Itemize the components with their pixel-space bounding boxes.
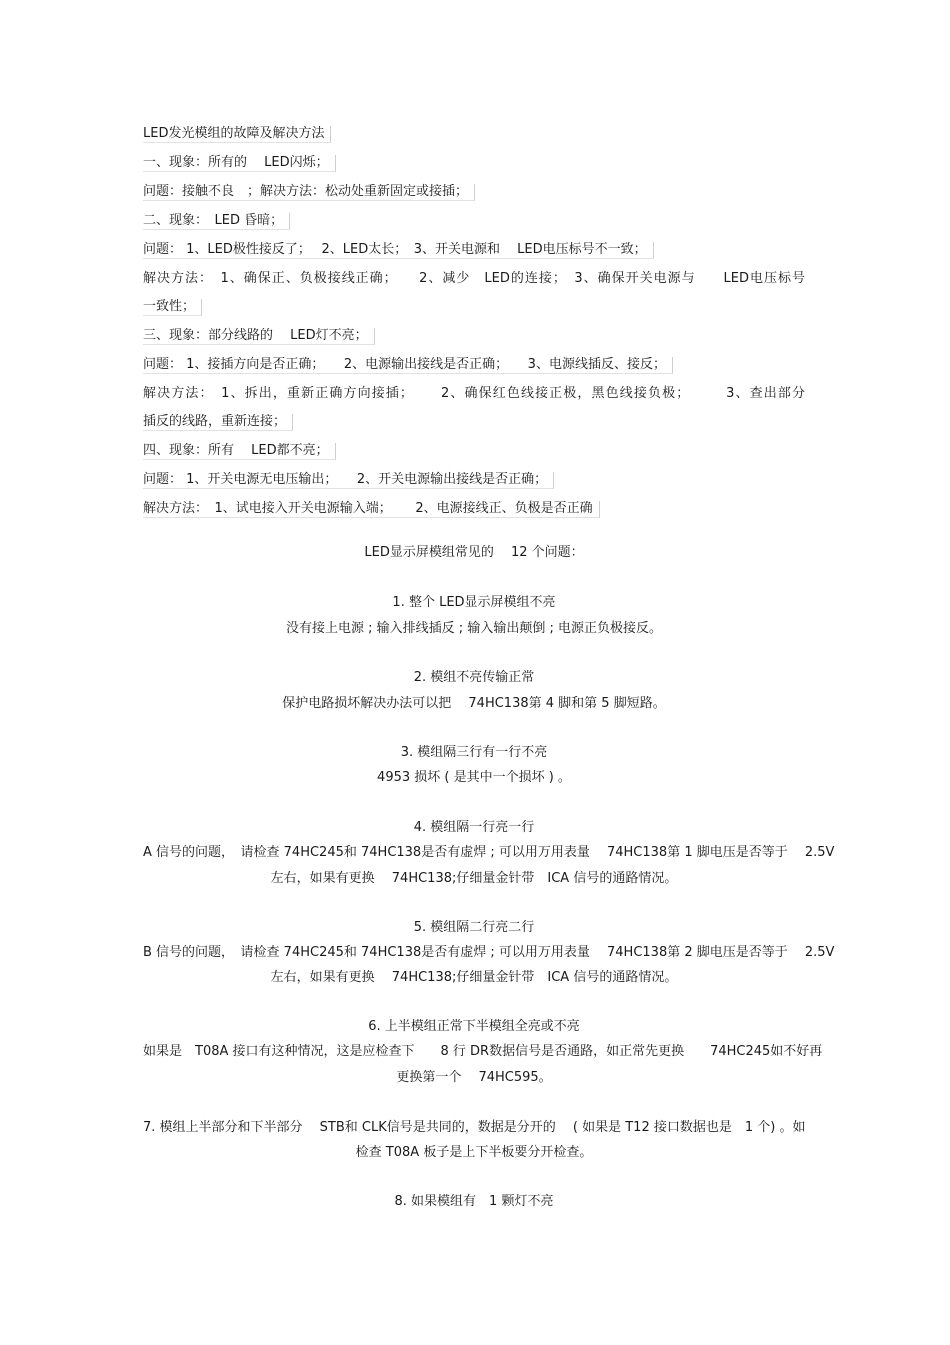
q6-body-line-1: 如果是 T08A 接口有这种情况，这是应检查下 8 行 DR数据信号是否通路，如正常先更换 74HC245如不好再 bbox=[143, 1044, 823, 1059]
section-title: LED发光模组的故障及解决方法 bbox=[143, 126, 331, 143]
symptom-4: 四、现象：所有 LED都不亮； bbox=[143, 443, 336, 460]
q7-line-1: 7. 模组上半部分和下半部分 STB和 CLK信号是共同的，数据是分开的 ( 如果是 T12 接口数据也是 1 个) 。如 bbox=[143, 1120, 806, 1135]
problem-3: 问题： 1、接插方向是否正确； 2、电源输出接线是否正确； 3、电源线插反、接反； bbox=[143, 357, 673, 374]
solution-3-line-1: 解决方法： 1、拆出，重新正确方向接插； 2、确保红色线接正极，黑色线接负极； 3、查出部分 bbox=[143, 386, 805, 401]
q3-body: 4953 损坏 ( 是其中一个损坏 ) 。 bbox=[377, 770, 571, 785]
q3-title: 3. 模组隔三行有一行不亮 bbox=[400, 745, 548, 760]
problem-4: 问题： 1、开关电源无电压输出； 2、开关电源输出接线是否正确； bbox=[143, 472, 554, 489]
q5-body-line-1: B 信号的问题， 请检查 74HC245和 74HC138是否有虚焊 ; 可以用万用表量 74HC138第 2 脚电压是否等于 2.5V bbox=[143, 945, 835, 960]
q4-body-line-1: A 信号的问题， 请检查 74HC245和 74HC138是否有虚焊 ; 可以用万用表量 74HC138第 1 脚电压是否等于 2.5V bbox=[143, 845, 835, 860]
symptom-3: 三、现象：部分线路的 LED灯不亮； bbox=[143, 328, 375, 345]
q8-title: 8. 如果模组有 1 颗灯不亮 bbox=[394, 1194, 554, 1209]
symptom-1: 一、现象：所有的 LED闪烁； bbox=[143, 155, 336, 172]
solution-2-line-1: 解决方法： 1、确保正、负极接线正确； 2、减少 LED的连接； 3、确保开关电源与 LED电压标号 bbox=[143, 271, 805, 286]
q4-body-line-2: 左右，如果有更换 74HC138;仔细量金针带 ICA 信号的通路情况。 bbox=[270, 871, 678, 886]
q4-title: 4. 模组隔一行亮一行 bbox=[413, 820, 535, 835]
q2-body: 保护电路损坏解决办法可以把 74HC138第 4 脚和第 5 脚短路。 bbox=[282, 696, 666, 711]
solution-2-line-2: 一致性； bbox=[143, 299, 202, 316]
section2-heading: LED显示屏模组常见的 12 个问题： bbox=[364, 545, 584, 560]
solution-4: 解决方法： 1、试电接入开关电源输入端； 2、电源接线正、负极是否正确 bbox=[143, 501, 600, 518]
q7-line-2: 检查 T08A 板子是上下半板要分开检查。 bbox=[355, 1145, 593, 1160]
q5-body-line-2: 左右，如果有更换 74HC138;仔细量金针带 ICA 信号的通路情况。 bbox=[270, 970, 678, 985]
problem-1: 问题：接触不良 ；解决方法：松动处重新固定或接插； bbox=[143, 184, 475, 201]
q2-title: 2. 模组不亮传输正常 bbox=[413, 670, 535, 685]
q1-body: 没有接上电源 ; 输入排线插反 ; 输入输出颠倒 ; 电源正负极接反。 bbox=[286, 621, 662, 636]
q5-title: 5. 模组隔二行亮二行 bbox=[413, 920, 535, 935]
solution-3-line-2: 插反的线路，重新连接； bbox=[143, 414, 293, 431]
symptom-2: 二、现象： LED 昏暗； bbox=[143, 213, 290, 230]
problem-2: 问题： 1、LED极性接反了； 2、LED太长； 3、开关电源和 LED电压标号不一致； bbox=[143, 242, 654, 259]
q6-title: 6. 上半模组正常下半模组全亮或不亮 bbox=[368, 1019, 580, 1034]
q1-title: 1. 整个 LED显示屏模组不亮 bbox=[392, 595, 556, 610]
q6-body-line-2: 更换第一个 74HC595。 bbox=[396, 1070, 552, 1085]
